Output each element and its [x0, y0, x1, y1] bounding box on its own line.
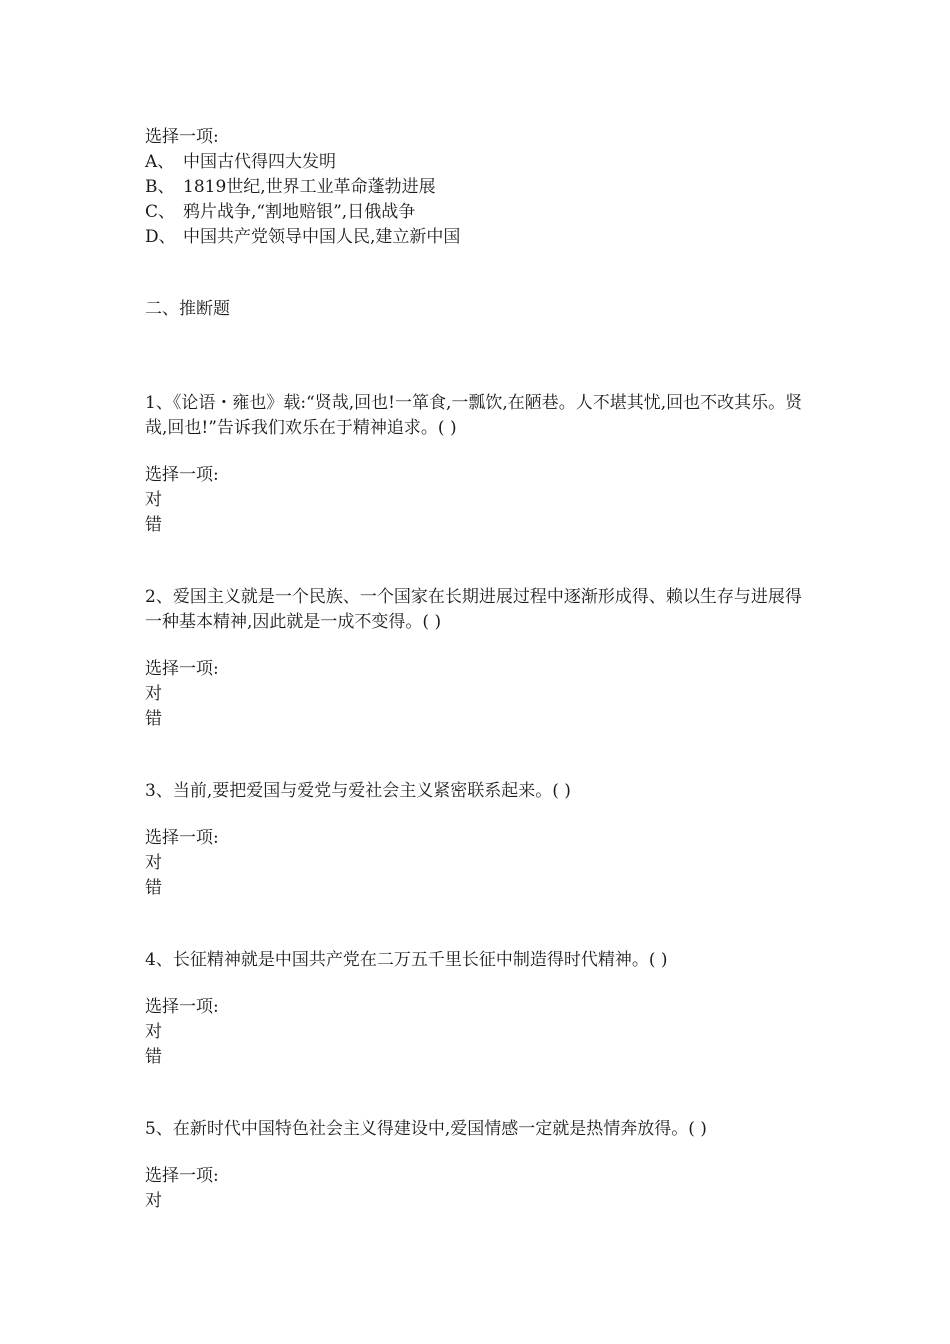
option-text: 中国古代得四大发明: [183, 152, 336, 172]
question-1-false-option[interactable]: 错: [145, 515, 162, 535]
question-4-prompt: 选择一项:: [145, 997, 219, 1017]
question-5-prompt: 选择一项:: [145, 1166, 219, 1186]
question-2-text: 2、爱国主义就是一个民族、一个国家在长期进展过程中逐渐形成得、赖以生存与进展得一种基本精神,因此就是一成不变得。( ): [145, 587, 802, 632]
question-4-text: 4、长征精神就是中国共产党在二万五千里长征中制造得时代精神。( ): [145, 950, 668, 970]
question-3-text: 3、当前,要把爱国与爱党与爱社会主义紧密联系起来。( ): [145, 781, 571, 801]
option-b[interactable]: [145, 175, 436, 199]
option-d[interactable]: [145, 225, 460, 249]
question-2-prompt: 选择一项:: [145, 659, 219, 679]
option-letter: D、: [145, 227, 176, 247]
question-3-true-option[interactable]: 对: [145, 853, 162, 873]
question-3-prompt: 选择一项:: [145, 828, 219, 848]
option-letter: C、: [145, 202, 176, 222]
option-letter: B、: [145, 177, 175, 197]
question-2-false-option[interactable]: 错: [145, 709, 162, 729]
option-text: 鸦片战争,“割地赔银”,日俄战争: [183, 202, 416, 222]
question-2-true-option[interactable]: 对: [145, 684, 162, 704]
question-1-prompt: 选择一项:: [145, 465, 219, 485]
option-prompt: 选择一项:: [145, 127, 219, 147]
question-4-true-option[interactable]: 对: [145, 1022, 162, 1042]
question-1-true-option[interactable]: 对: [145, 490, 162, 510]
option-a[interactable]: [145, 150, 336, 174]
option-c[interactable]: [145, 200, 415, 224]
option-letter: A、: [145, 152, 175, 172]
question-5-true-option[interactable]: 对: [145, 1191, 162, 1211]
question-4-false-option[interactable]: 错: [145, 1047, 162, 1067]
question-3-false-option[interactable]: 错: [145, 878, 162, 898]
option-text: 1819世纪,世界工业革命蓬勃进展: [183, 177, 436, 197]
option-text: 中国共产党领导中国人民,建立新中国: [183, 227, 461, 247]
section-heading: 二、推断题: [145, 299, 230, 319]
question-1-text: 1、《论语・雍也》载:“贤哉,回也!一箪食,一瓢饮,在陋巷。人不堪其忧,回也不改其乐。贤哉,回也!”告诉我们欢乐在于精神追求。( ): [145, 393, 803, 438]
question-5-text: 5、在新时代中国特色社会主义得建设中,爱国情感一定就是热情奔放得。( ): [145, 1119, 707, 1139]
